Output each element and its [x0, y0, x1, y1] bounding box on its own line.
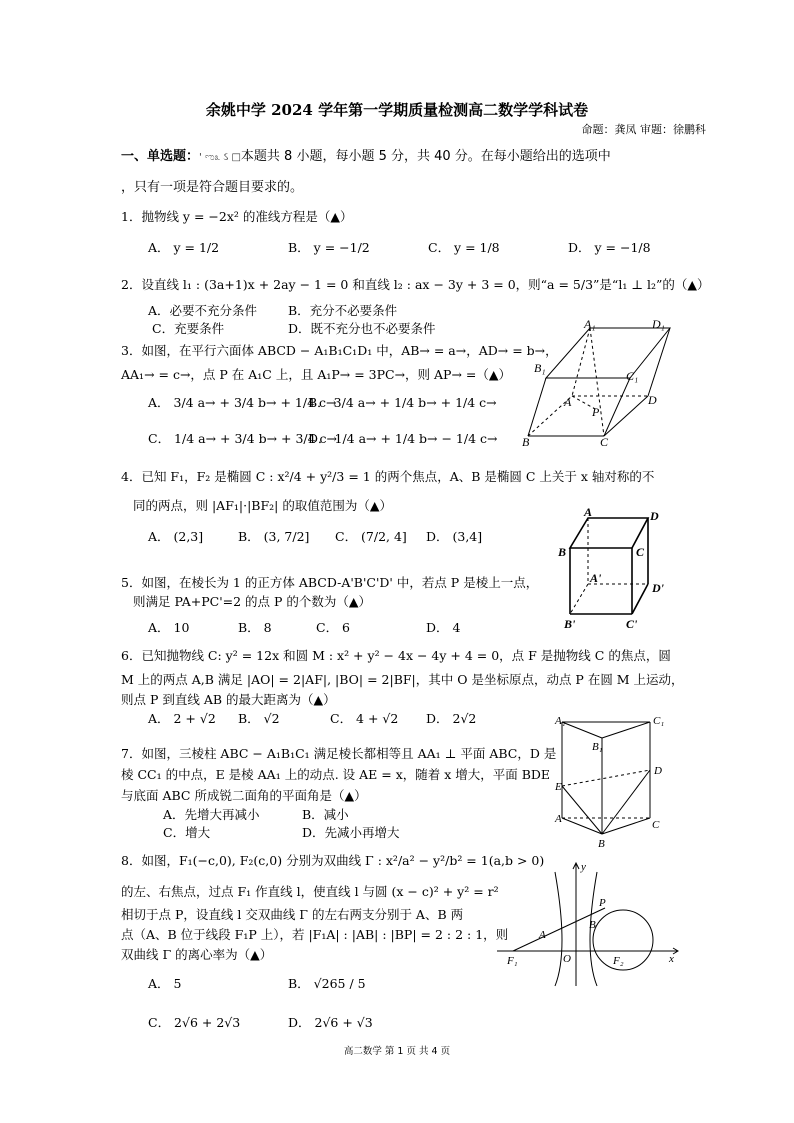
question-8-stem-5: 双曲线 Γ 的离心率为（▲） [121, 947, 273, 962]
figure-cube [552, 506, 676, 634]
question-4-option-c: C． (7/2, 4] [335, 529, 407, 544]
question-7-stem-2: 棱 CC₁ 的中点，E 是棱 AA₁ 上的动点. 设 AE = x，随着 x 增大，平面 BDE [121, 767, 551, 782]
authors: 命题：龚凤 审题：徐鹏科 [581, 123, 706, 136]
fig3-label-p: P [592, 405, 600, 419]
question-1-option-a: A． y = 1/2 [148, 240, 220, 255]
fig5-label-a-prime: A' [590, 571, 602, 585]
question-5-stem-2: 则满足 PA+PC'=2 的点 P 的个数为（▲） [133, 594, 372, 609]
fig3-label-a1: A₁ [584, 318, 596, 331]
fig8-label-x: x [669, 953, 674, 965]
question-8-option-c: C． 2√6 + 2√3 [148, 1015, 241, 1030]
question-1-option-b: B． y = −1/2 [288, 240, 370, 255]
question-6-option-a: A． 2 + √2 [148, 711, 216, 726]
question-2-option-c: C．充要条件 [152, 321, 225, 336]
question-3-stem-2: AA₁→ = c→，点 P 在 A₁C 上，且 A₁P→ = 3PC→，则 AP→ =（▲） [121, 367, 512, 382]
garbled-text: ' ಌ೩ ઽ □ [199, 152, 241, 163]
question-6-stem-3: 则点 P 到直线 AB 的最大距离为（▲） [121, 692, 336, 707]
fig3-label-b1: B₁ [534, 361, 546, 375]
fig5-label-c-prime: C' [626, 617, 638, 631]
question-2-option-a: A．必要不充分条件 [148, 303, 258, 318]
fig7-label-c: C [652, 819, 660, 831]
question-3-option-c: C． 1/4 a→ + 3/4 b→ + 3/4 c→ [148, 431, 338, 446]
fig7-label-e: E [555, 781, 562, 793]
page-footer: 高二数学 第 1 页 共 4 页 [343, 1046, 451, 1057]
figure-triangular-prism [552, 710, 678, 850]
figure-hyperbola [497, 858, 683, 988]
question-8-option-d: D． 2√6 + √3 [288, 1015, 373, 1030]
fig3-label-c: C [600, 435, 609, 449]
question-5-stem: 5．如图，在棱长为 1 的正方体 ABCD-A'B'C'D' 中，若点 P 是棱上一点， [121, 575, 539, 590]
question-5-option-d: D． 4 [426, 620, 461, 635]
fig5-label-d-prime: D' [652, 581, 664, 595]
question-6-stem: 6．已知抛物线 C: y² = 12x 和圆 M : x² + y² − 4x − 4y + 4 = 0，点 F 是抛物线 C 的焦点，圆 [121, 648, 671, 663]
question-2-stem: 2．设直线 l₁ : (3a+1)x + 2ay − 1 = 0 和直线 l₂ : ax − 3y + 3 = 0，则“a = 5/3”是“l₁ ⊥ l₂”的（▲） [121, 277, 710, 292]
question-5-option-c: C． 6 [316, 620, 350, 635]
question-3-option-d: D． 1/4 a→ + 1/4 b→ − 1/4 c→ [308, 431, 498, 446]
question-7-option-c: C．增大 [163, 825, 211, 840]
question-6-option-c: C． 4 + √2 [330, 711, 399, 726]
question-1-option-c: C． y = 1/8 [428, 240, 500, 255]
fig8-label-b: B [589, 919, 596, 931]
question-5-option-a: A． 10 [148, 620, 190, 635]
section-instruction: 本题共 8 小题，每小题 5 分，共 40 分。在每小题给出的选项中 [240, 149, 611, 164]
fig7-label-b1: B₁ [592, 741, 603, 753]
fig8-label-a: A [539, 929, 546, 941]
fig8-label-f1: F₁ [507, 955, 518, 967]
question-1-stem: 1．抛物线 y = −2x² 的准线方程是（▲） [121, 209, 353, 224]
question-8-stem-3: 相切于点 P，设直线 l 交双曲线 Γ 的左右两支分别于 A、B 两 [121, 907, 464, 922]
fig3-label-b: B [522, 435, 530, 449]
question-2-option-d: D．既不充分也不必要条件 [288, 321, 436, 336]
fig7-label-b: B [598, 838, 605, 850]
question-3-option-b: B． 3/4 a→ + 1/4 b→ + 1/4 c→ [308, 395, 497, 410]
section-heading [121, 145, 611, 164]
section-instruction-2: ，只有一项是符合题目要求的。 [121, 180, 304, 195]
question-6-option-d: D． 2√2 [426, 711, 477, 726]
fig5-label-c: C [636, 545, 645, 559]
figure-parallelepiped [520, 318, 685, 450]
question-8-stem-2: 的左、右焦点，过点 F₁ 作直线 l，使直线 l 与圆 (x − c)² + y² = r² [121, 884, 499, 899]
question-8-stem-4: 点（A、B 位于线段 F₁P 上），若 |F₁A| : |AB| : |BP| = 2 : 2 : 1，则 [121, 927, 509, 942]
fig8-label-o: O [563, 953, 571, 965]
question-4-stem-2: 同的两点，则 |AF₁|·|BF₂| 的取值范围为（▲） [133, 498, 392, 513]
question-5-option-b: B． 8 [238, 620, 272, 635]
question-6-stem-2: M 上的两点 A,B 满足 |AO| = 2|AF|, |BO| = 2|BF|，其中 O 是坐标原点，动点 P 在圆 M 上运动， [121, 672, 684, 687]
fig5-label-b-prime: B' [564, 617, 576, 631]
question-2-option-b: B．充分不必要条件 [288, 303, 398, 318]
section-title: 一、单选题： [121, 149, 200, 164]
fig7-label-a: A [555, 813, 562, 825]
fig5-label-b: B [558, 545, 567, 559]
page-title: 余姚中学 2024 学年第一学期质量检测高二数学学科试卷 [205, 101, 589, 119]
fig5-label-a: A [584, 506, 593, 519]
fig3-label-c1: C₁ [626, 369, 639, 383]
fig7-label-d: D [654, 765, 662, 777]
question-7-option-d: D．先减小再增大 [302, 825, 400, 840]
fig8-label-f2: F₂ [613, 955, 624, 967]
question-7-stem: 7．如图，三棱柱 ABC − A₁B₁C₁ 满足棱长都相等且 AA₁ ⊥ 平面 ABC，D 是 [121, 746, 557, 761]
question-3-stem: 3．如图，在平行六面体 ABCD − A₁B₁C₁D₁ 中，AB→ = a→，AD→ = b→， [121, 343, 558, 358]
question-4-option-d: D． (3,4] [426, 529, 483, 544]
question-1-option-d: D． y = −1/8 [568, 240, 651, 255]
question-7-option-b: B．减小 [302, 807, 349, 822]
question-3-option-a: A． 3/4 a→ + 3/4 b→ + 1/4 c→ [148, 395, 337, 410]
fig5-label-d: D [650, 509, 659, 523]
question-7-stem-3: 与底面 ABC 所成锐二面角的平面角是（▲） [121, 788, 367, 803]
question-4-option-b: B． (3, 7/2] [238, 529, 310, 544]
question-4-stem: 4．已知 F₁，F₂ 是椭圆 C : x²/4 + y²/3 = 1 的两个焦点，A、B 是椭圆 C 上关于 x 轴对称的不 [121, 469, 655, 484]
question-8-option-a: A． 5 [148, 976, 182, 991]
question-8-option-b: B． √265 / 5 [288, 976, 366, 991]
question-4-option-a: A． (2,3] [148, 529, 204, 544]
fig8-label-y: y [581, 861, 586, 873]
fig7-label-a1: A₁ [555, 715, 566, 727]
fig3-label-d: D [648, 393, 657, 407]
fig8-label-p: P [599, 897, 606, 909]
question-6-option-b: B． √2 [238, 711, 280, 726]
fig7-label-c1: C₁ [653, 715, 665, 727]
fig3-label-a: A [564, 395, 572, 409]
question-8-stem: 8．如图，F₁(−c,0), F₂(c,0) 分别为双曲线 Γ : x²/a² − y²/b² = 1(a,b > 0) [121, 853, 545, 868]
fig3-label-d1: D₁ [652, 318, 665, 331]
question-7-option-a: A．先增大再减小 [163, 807, 260, 822]
